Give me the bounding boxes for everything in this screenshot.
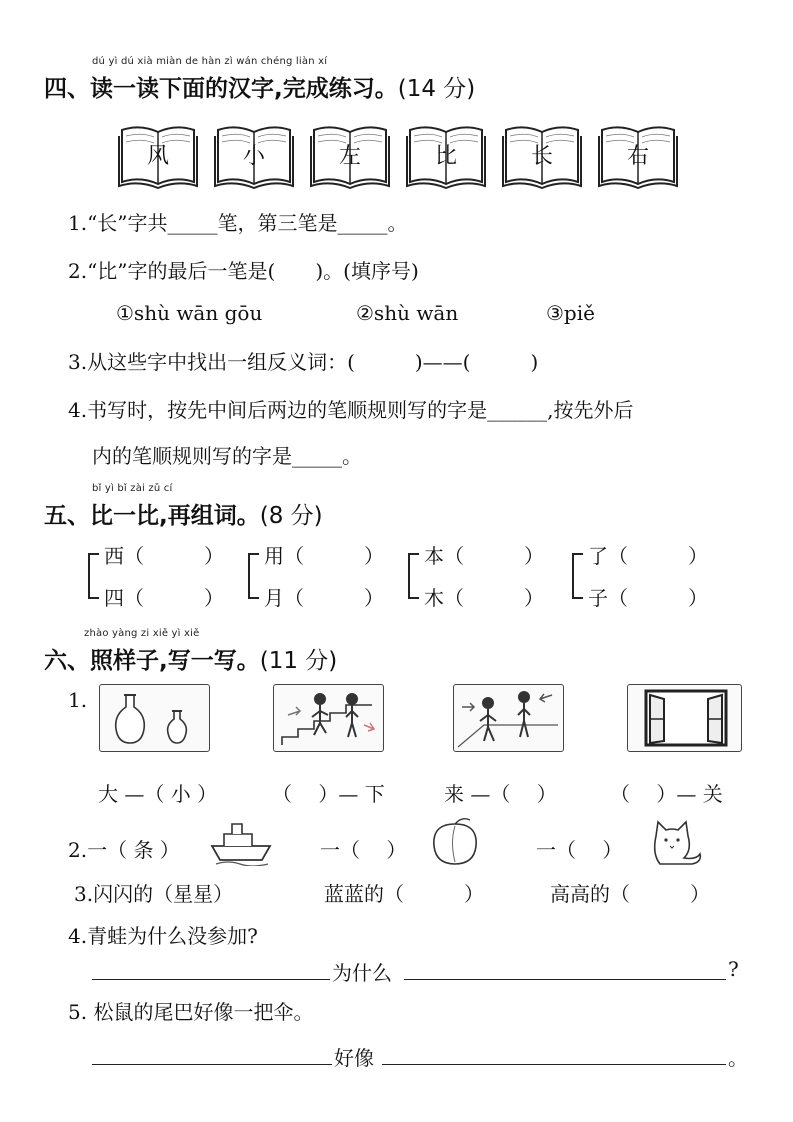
s4-q3: 3.从这些字中找出一组反义词：( )——( ) [68,350,539,374]
children-picture [453,684,564,752]
boat-icon [208,816,274,866]
s5-heading [44,497,323,530]
s6-q4-end: ? [728,957,739,981]
book-card-5 [502,122,582,190]
bracket [572,553,583,599]
answer-line [404,979,726,980]
s6-q1-word-4: （ ）— 关 [610,782,723,806]
s6-q3-item-3: 高高的（ ） [550,882,710,906]
s6-heading [44,642,337,675]
s6-q4: 4.青蛙为什么没参加? [68,924,258,948]
book-char: 小 [242,144,265,169]
book-card-6 [598,122,678,190]
book-char: 左 [338,144,361,169]
s4-q4-line2: 内的笔顺规则写的字是_____。 [92,444,362,468]
s4-q2: 2.“比”字的最后一笔是( )。(填序号) [68,259,419,283]
s6-q4-connector: 为什么 [332,961,392,985]
bracket [248,553,259,599]
book-card-4 [406,122,486,190]
s4-option-1: ①shù wān gōu [116,301,263,325]
s6-q1-word-3: 来 —（ ） [444,782,557,806]
s5-title: 五、比一比,再组词。 [44,503,260,529]
book-char: 长 [530,144,553,169]
compare-bottom: 木（ ） [424,586,544,610]
book-card-1 [118,122,198,190]
compare-top: 西（ ） [104,544,224,568]
stairs-icon [274,685,383,751]
peach-icon [428,814,482,868]
s4-option-2: ②shù wān [356,301,459,325]
s6-q1-word-1: 大 —（ 小 ） [98,782,218,806]
s6-score: (11 分) [259,648,338,674]
cat-icon [648,814,706,868]
book-card-3 [310,122,390,190]
compare-bottom: 子（ ） [588,586,708,610]
s6-q2-item-1: 2.一（ 条 ） [68,838,180,862]
s6-q5: 5. 松鼠的尾巴好像一把伞。 [68,1000,314,1024]
s6-q3-item-2: 蓝蓝的（ ） [324,882,484,906]
s6-q3-item-1: 3.闪闪的（星星） [74,882,234,906]
bracket [88,553,99,599]
compare-bottom: 四（ ） [104,586,224,610]
stairs-picture [273,684,384,752]
s4-pinyin: dú yì dú xià miàn de hàn zì wán chéng liàn xí [92,56,328,67]
compare-bottom: 月（ ） [264,586,384,610]
s6-pinyin: zhào yàng zi xiě yì xiě [84,628,200,639]
book-char: 右 [626,144,649,169]
s4-score: (14 分) [397,76,476,102]
children-walking-icon [454,685,563,751]
s6-q2-item-3: 一（ ） [536,838,623,862]
s6-q1-number: 1. [68,688,88,712]
book-card-2 [214,122,294,190]
book-char: 比 [434,144,457,169]
s4-option-3: ③piě [546,301,595,325]
s4-q1: 1.“长”字共_____笔，第三笔是_____。 [68,211,408,235]
s4-title: 四、读一读下面的汉字,完成练习。 [44,76,398,102]
vases-icon [100,685,209,751]
s6-q2-item-2: 一（ ） [320,838,407,862]
s4-heading [44,70,475,103]
window-icon [628,685,741,751]
s6-q1-word-2: （ ）— 下 [272,782,385,806]
s5-pinyin: bǐ yì bǐ zài zǔ cí [92,483,173,494]
compare-top: 用（ ） [264,544,384,568]
answer-line [92,979,330,980]
s6-title: 六、照样子,写一写。 [44,648,260,674]
book-char: 风 [146,144,169,169]
compare-top: 了（ ） [588,544,708,568]
vases-picture [99,684,210,752]
bracket [408,553,419,599]
s6-q5-end: 。 [728,1046,748,1070]
answer-line [92,1064,332,1065]
s6-q5-connector: 好像 [334,1046,374,1070]
s5-score: (8 分) [259,503,323,529]
window-picture [627,684,742,752]
compare-top: 本（ ） [424,544,544,568]
answer-line [382,1064,726,1065]
s4-q4-line1: 4.书写时，按先中间后两边的笔顺规则写的字是______,按先外后 [68,398,634,422]
